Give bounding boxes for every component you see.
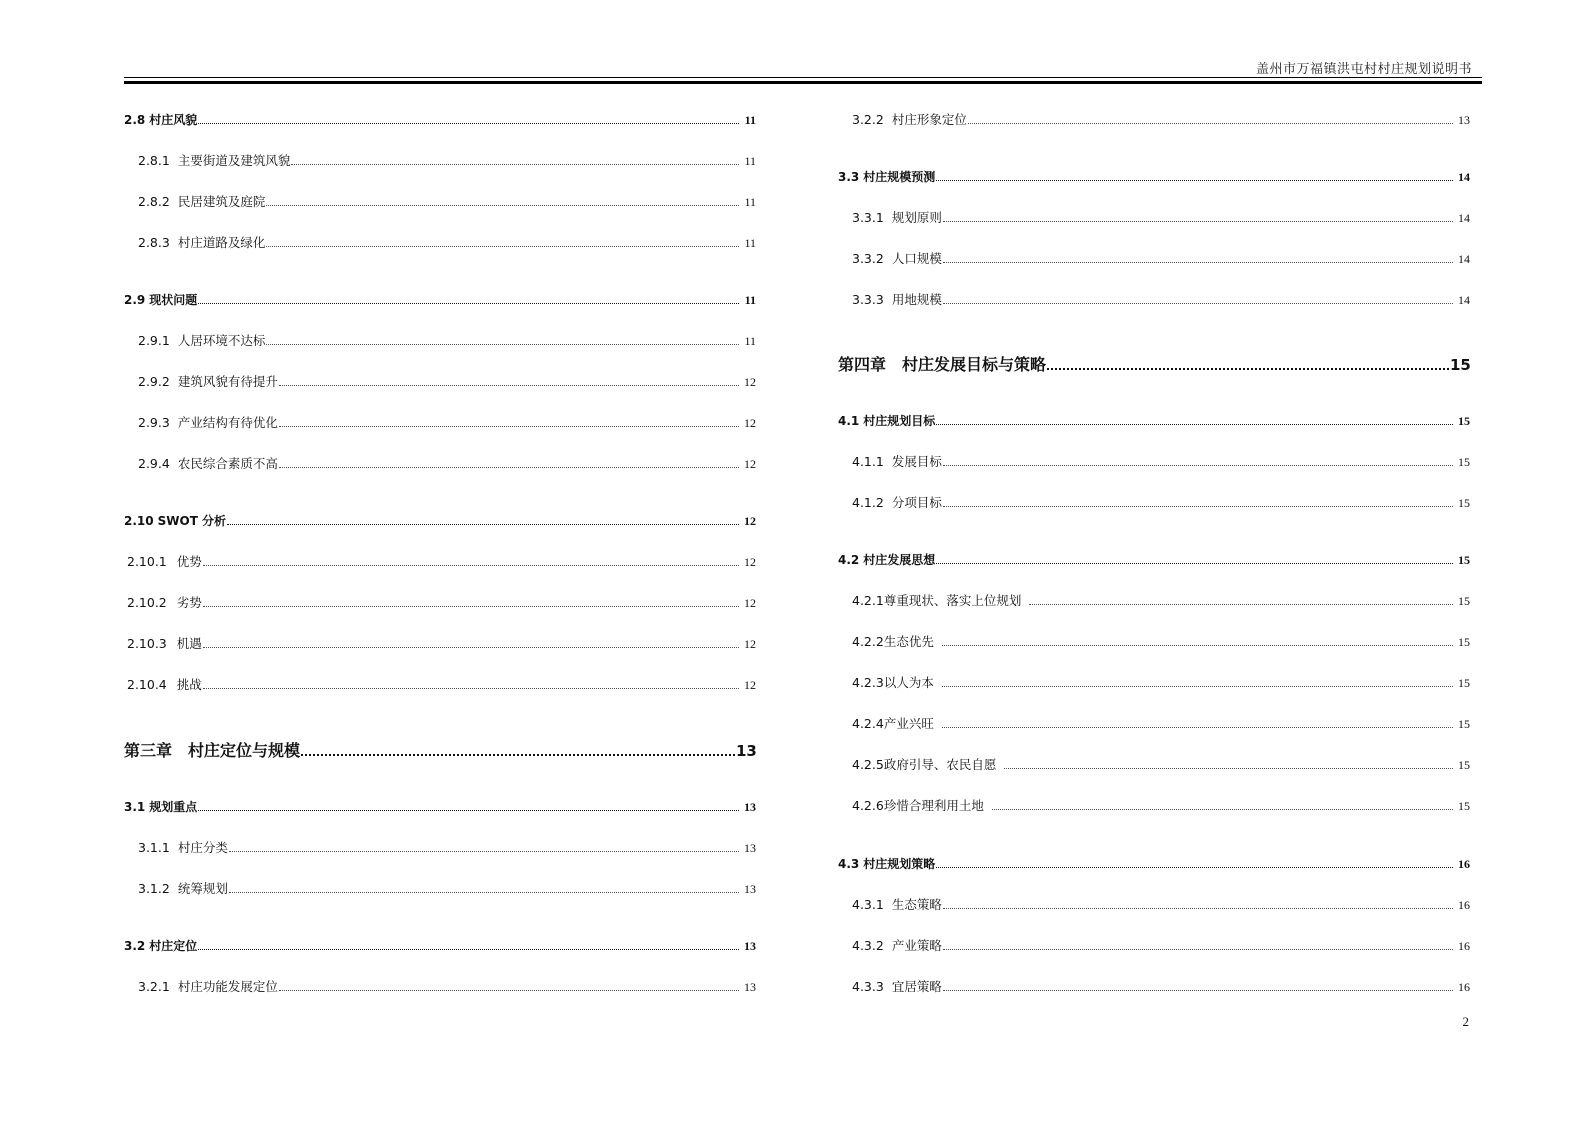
toc-entry[interactable] [852, 630, 1470, 650]
toc-entry-page: 12 [744, 514, 756, 528]
toc-entry-title: 农民综合素质不高 [177, 456, 278, 471]
toc-entry-page: 11 [744, 154, 756, 168]
page-number: 2 [1462, 1014, 1469, 1029]
toc-entry-number: 2.9 [124, 293, 146, 307]
toc-entry-title: 产业结构有待优化 [177, 415, 278, 430]
toc-entry[interactable] [852, 206, 1470, 226]
toc-entry-label [138, 415, 278, 431]
toc-entry-label [852, 938, 942, 954]
toc-entry[interactable] [138, 329, 756, 349]
toc-dot-leader [279, 426, 739, 427]
toc-entry-page: 13 [744, 800, 756, 814]
toc-entry[interactable] [138, 149, 756, 169]
toc-entry-page: 15 [1458, 414, 1470, 428]
toc-dot-leader [936, 867, 1453, 868]
toc-entry-page: 14 [1458, 252, 1470, 266]
toc-entry[interactable] [852, 450, 1470, 470]
toc-entry-label [852, 112, 967, 128]
toc-entry-number: 2.10.4 [127, 677, 167, 692]
toc-entry[interactable] [852, 975, 1470, 995]
toc-entry-number: 4.2.6 [852, 798, 884, 813]
toc-dot-leader [942, 727, 1453, 728]
toc-entry-page: 15 [1458, 496, 1470, 510]
toc-entry-label [124, 938, 197, 954]
toc-entry-number: 2.8 [124, 113, 146, 127]
toc-entry-title: 村庄规模预测 [863, 170, 936, 184]
toc-entry-page: 11 [744, 113, 756, 127]
toc-entry[interactable] [852, 491, 1470, 511]
toc-entry-page: 15 [1458, 676, 1470, 690]
toc-entry-title: 优势 [176, 554, 202, 569]
toc-entry-number: 3.2 [124, 939, 146, 953]
toc-dot-leader [1029, 604, 1453, 605]
toc-entry-number: 4.2.3 [852, 675, 884, 690]
toc-dot-leader [203, 647, 739, 648]
toc-entry-title: 村庄规划策略 [863, 857, 936, 871]
toc-entry-page: 11 [744, 293, 756, 307]
toc-entry-page: 15 [1458, 594, 1470, 608]
toc-entry-page: 16 [1458, 980, 1470, 994]
toc-entry[interactable] [124, 735, 756, 761]
toc-entry[interactable] [138, 452, 756, 472]
toc-entry-label [124, 513, 226, 529]
toc-entry-label [852, 675, 934, 691]
toc-entry-number: 2.9.4 [138, 456, 170, 471]
toc-entry-page: 11 [744, 195, 756, 209]
toc-entry[interactable] [852, 288, 1470, 308]
toc-entry-title: 村庄功能发展定位 [177, 979, 278, 994]
document-header-title: 盖州市万福镇洪屯村村庄规划说明书 [1255, 61, 1472, 76]
toc-entry-number: 2.9.2 [138, 374, 170, 389]
toc-entry-label [852, 454, 942, 470]
toc-entry-title: 建筑风貌有待提升 [177, 374, 278, 389]
toc-dot-leader [1004, 768, 1453, 769]
header-rule-thin [124, 77, 1482, 78]
toc-entry-label [852, 210, 942, 226]
toc-entry-label [127, 595, 202, 611]
toc-dot-leader [198, 810, 739, 811]
toc-dot-leader [936, 424, 1453, 425]
toc-entry-label [138, 194, 265, 210]
toc-entry-page: 14 [1458, 211, 1470, 225]
toc-entry-page: 11 [744, 334, 756, 348]
toc-entry-page: 12 [744, 555, 756, 569]
toc-entry-number: 3.3.2 [852, 251, 884, 266]
toc-entry-page: 15 [1458, 758, 1470, 772]
toc-dot-leader [943, 949, 1453, 950]
toc-dot-leader [229, 892, 739, 893]
toc-entry-title: 主要街道及建筑风貌 [177, 153, 291, 168]
toc-entry-title: 村庄定位与规模 [188, 741, 301, 760]
toc-entry-title: 规划原则 [891, 210, 942, 225]
toc-entry-label [838, 552, 935, 568]
toc-entry[interactable] [852, 712, 1470, 732]
header-rule-thick [124, 81, 1482, 84]
toc-entry-page: 13 [744, 841, 756, 855]
toc-entry-title: 政府引导、农民自愿 [883, 757, 997, 772]
toc-dot-leader [301, 754, 735, 756]
toc-dot-leader [198, 303, 739, 304]
toc-dot-leader [942, 686, 1453, 687]
toc-entry-page: 16 [1458, 939, 1470, 953]
toc-entry-page: 16 [1458, 898, 1470, 912]
toc-entry-title: 以人为本 [883, 675, 934, 690]
toc-entry-number: 2.10.1 [127, 554, 167, 569]
toc-entry-label [138, 153, 290, 169]
toc-entry[interactable] [138, 836, 756, 856]
toc-entry-number: 4.2.1 [852, 593, 884, 608]
toc-dot-leader [968, 123, 1453, 124]
toc-entry[interactable] [852, 589, 1470, 609]
toc-entry-title: 尊重现状、落实上位规划 [883, 593, 1022, 608]
toc-entry-page: 13 [744, 939, 756, 953]
toc-entry-page: 15 [1458, 635, 1470, 649]
toc-entry-title: 村庄形象定位 [891, 112, 967, 127]
toc-dot-leader [1047, 368, 1449, 370]
toc-entry-title: 村庄分类 [177, 840, 228, 855]
toc-entry-label [138, 374, 278, 390]
toc-entry-label [838, 169, 935, 185]
toc-entry-title: 宜居策略 [891, 979, 942, 994]
toc-entry-label [852, 979, 942, 995]
toc-entry-number: 2.10.2 [127, 595, 167, 610]
toc-entry-label [838, 413, 935, 429]
toc-entry-number: 2.8.2 [138, 194, 170, 209]
toc-entry[interactable] [138, 975, 756, 995]
toc-dot-leader [279, 385, 739, 386]
toc-entry-label [138, 881, 228, 897]
toc-entry-title: 村庄定位 [149, 939, 198, 953]
toc-entry-title: SWOT 分析 [157, 514, 227, 528]
toc-dot-leader [198, 123, 739, 124]
toc-entry-number: 4.2.5 [852, 757, 884, 772]
toc-entry-title: 生态策略 [891, 897, 942, 912]
toc-entry-number: 3.3.3 [852, 292, 884, 307]
toc-entry-title: 发展目标 [891, 454, 942, 469]
toc-entry[interactable] [124, 288, 756, 308]
toc-entry-title: 生态优先 [883, 634, 934, 649]
toc-entry-number: 3.2.2 [852, 112, 884, 127]
toc-entry[interactable] [124, 795, 756, 815]
toc-dot-leader [203, 688, 739, 689]
toc-entry[interactable] [852, 671, 1470, 691]
toc-entry-page: 12 [744, 678, 756, 692]
toc-entry-number: 第四章 [838, 355, 887, 374]
toc-dot-leader [227, 524, 739, 525]
toc-entry[interactable] [138, 190, 756, 210]
toc-dot-leader [943, 908, 1453, 909]
toc-dot-leader [266, 205, 739, 206]
toc-entry-label [127, 677, 202, 693]
toc-entry-title: 规划重点 [149, 800, 198, 814]
toc-entry-number: 2.9.1 [138, 333, 170, 348]
toc-entry[interactable] [852, 934, 1470, 954]
toc-entry-label [852, 634, 934, 650]
toc-dot-leader [291, 164, 739, 165]
toc-entry-number: 4.2.2 [852, 634, 884, 649]
toc-entry-number: 4.1.2 [852, 495, 884, 510]
toc-entry-page: 15 [1458, 455, 1470, 469]
toc-entry-number: 3.3.1 [852, 210, 884, 225]
toc-entry-title: 村庄道路及绿化 [177, 235, 266, 250]
toc-entry-number: 3.1 [124, 800, 146, 814]
toc-entry-label [138, 235, 265, 251]
toc-entry-label [852, 495, 942, 511]
toc-dot-leader [266, 246, 739, 247]
toc-entry-page: 13 [1458, 113, 1470, 127]
toc-entry-label [852, 593, 1021, 609]
toc-entry-title: 民居建筑及庭院 [177, 194, 266, 209]
toc-entry-title: 统筹规划 [177, 881, 228, 896]
toc-entry-page: 11 [744, 236, 756, 250]
toc-entry-label [852, 251, 942, 267]
toc-entry[interactable] [124, 108, 756, 128]
toc-entry-label [138, 333, 265, 349]
toc-entry[interactable] [838, 548, 1470, 568]
toc-entry-number: 4.1 [838, 414, 860, 428]
toc-entry-label [838, 856, 935, 872]
toc-entry-page: 14 [1458, 170, 1470, 184]
toc-entry-title: 村庄规划目标 [863, 414, 936, 428]
toc-entry[interactable] [852, 753, 1470, 773]
toc-entry-title: 珍惜合理利用土地 [883, 798, 984, 813]
toc-entry-title: 村庄发展思想 [863, 553, 936, 567]
toc-entry-number: 3.1.1 [138, 840, 170, 855]
toc-entry-number: 4.3 [838, 857, 860, 871]
toc-dot-leader [279, 990, 739, 991]
toc-entry-title: 机遇 [176, 636, 202, 651]
toc-entry-number: 3.3 [838, 170, 860, 184]
toc-entry[interactable] [124, 509, 756, 529]
toc-entry-page: 13 [744, 980, 756, 994]
toc-entry-title: 挑战 [176, 677, 202, 692]
toc-entry[interactable] [127, 632, 756, 652]
toc-entry-label [127, 554, 202, 570]
toc-entry-page: 14 [1458, 293, 1470, 307]
toc-entry-label [138, 840, 228, 856]
toc-entry[interactable] [852, 247, 1470, 267]
toc-entry-label [124, 741, 300, 761]
toc-dot-leader [943, 221, 1453, 222]
toc-entry-number: 第三章 [124, 741, 173, 760]
toc-entry-number: 4.2.4 [852, 716, 884, 731]
toc-entry-page: 15 [1458, 553, 1470, 567]
toc-entry-label [138, 979, 278, 995]
toc-entry-number: 4.3.1 [852, 897, 884, 912]
toc-entry-label [124, 112, 197, 128]
toc-entry-page: 12 [744, 416, 756, 430]
toc-entry-number: 4.2 [838, 553, 860, 567]
toc-dot-leader [266, 344, 739, 345]
toc-entry-page: 12 [744, 596, 756, 610]
toc-entry-label [852, 716, 934, 732]
toc-dot-leader [229, 851, 739, 852]
toc-dot-leader [943, 303, 1453, 304]
toc-entry[interactable] [852, 794, 1470, 814]
toc-entry-label [124, 799, 197, 815]
toc-entry-page: 12 [744, 457, 756, 471]
toc-dot-leader [936, 180, 1453, 181]
toc-entry-page: 16 [1458, 857, 1470, 871]
toc-entry[interactable] [124, 934, 756, 954]
toc-entry-title: 分项目标 [891, 495, 942, 510]
toc-entry[interactable] [138, 411, 756, 431]
toc-entry-page: 12 [744, 637, 756, 651]
toc-entry-page: 13 [736, 742, 757, 760]
toc-dot-leader [198, 949, 739, 950]
toc-entry-number: 3.1.2 [138, 881, 170, 896]
toc-entry-page: 15 [1458, 717, 1470, 731]
toc-entry-title: 产业兴旺 [883, 716, 934, 731]
toc-entry-number: 2.10.3 [127, 636, 167, 651]
toc-entry-label [852, 897, 942, 913]
toc-entry[interactable] [838, 349, 1470, 375]
toc-entry-number: 2.8.1 [138, 153, 170, 168]
toc-entry[interactable] [138, 877, 756, 897]
toc-entry[interactable] [127, 673, 756, 693]
toc-entry-label [838, 355, 1046, 375]
toc-entry-page: 12 [744, 375, 756, 389]
toc-dot-leader [942, 645, 1453, 646]
toc-entry[interactable] [838, 165, 1470, 185]
toc-dot-leader [943, 990, 1453, 991]
toc-dot-leader [203, 565, 739, 566]
toc-entry-title: 人居环境不达标 [177, 333, 266, 348]
toc-entry-title: 村庄发展目标与策略 [902, 355, 1047, 374]
toc-entry[interactable] [852, 108, 1470, 128]
toc-entry-label [138, 456, 278, 472]
toc-entry-number: 2.10 [124, 514, 154, 528]
toc-entry-number: 4.1.1 [852, 454, 884, 469]
toc-dot-leader [203, 606, 739, 607]
toc-entry-number: 4.3.3 [852, 979, 884, 994]
toc-entry-title: 劣势 [176, 595, 202, 610]
toc-entry[interactable] [138, 370, 756, 390]
toc-entry-label [852, 798, 984, 814]
toc-dot-leader [279, 467, 739, 468]
toc-entry-label [852, 292, 942, 308]
toc-entry-title: 人口规模 [891, 251, 942, 266]
toc-entry[interactable] [838, 409, 1470, 429]
toc-entry-number: 2.8.3 [138, 235, 170, 250]
toc-entry-title: 用地规模 [891, 292, 942, 307]
toc-entry-page: 15 [1450, 356, 1471, 374]
toc-entry[interactable] [852, 893, 1470, 913]
toc-entry[interactable] [127, 550, 756, 570]
toc-dot-leader [943, 465, 1453, 466]
toc-entry-title: 现状问题 [149, 293, 198, 307]
toc-entry-label [127, 636, 202, 652]
toc-dot-leader [936, 563, 1453, 564]
toc-entry-label [124, 292, 197, 308]
toc-entry-page: 15 [1458, 799, 1470, 813]
toc-entry-number: 2.9.3 [138, 415, 170, 430]
toc-entry[interactable] [138, 231, 756, 251]
toc-entry[interactable] [838, 852, 1470, 872]
toc-entry-number: 4.3.2 [852, 938, 884, 953]
toc-entry-label [852, 757, 996, 773]
toc-dot-leader [992, 809, 1453, 810]
toc-dot-leader [943, 262, 1453, 263]
toc-entry-title: 产业策略 [891, 938, 942, 953]
toc-entry-title: 村庄风貌 [149, 113, 198, 127]
toc-dot-leader [943, 506, 1453, 507]
toc-entry[interactable] [127, 591, 756, 611]
toc-entry-page: 13 [744, 882, 756, 896]
toc-entry-number: 3.2.1 [138, 979, 170, 994]
